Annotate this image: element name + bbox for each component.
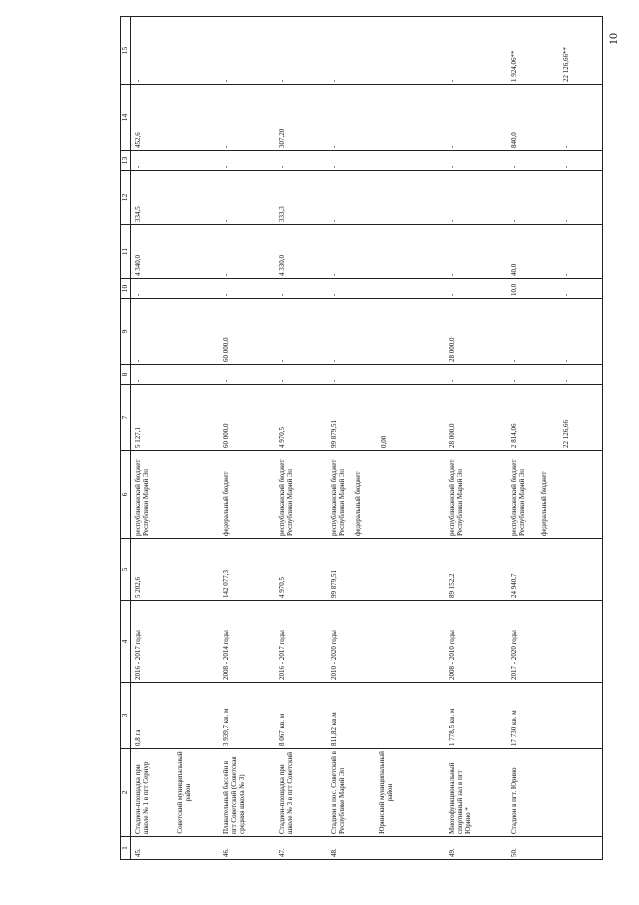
year-cell — [507, 279, 603, 299]
table-row — [275, 17, 327, 860]
cost-cell: 99 879,51 — [327, 539, 445, 601]
funding-source: федеральный бюджет — [221, 471, 230, 536]
year-value: - — [561, 359, 570, 362]
year-cell: - — [219, 85, 275, 151]
column-number: 9 — [121, 299, 131, 365]
year-cell: 4 330,0 — [275, 225, 327, 279]
amount-cell — [327, 385, 445, 451]
year-value: - — [561, 293, 570, 296]
row-number: 47. — [275, 837, 327, 860]
year-cell: - — [327, 225, 445, 279]
year-value: - — [509, 165, 518, 168]
page-number: 10 — [606, 33, 620, 45]
year-cell: - — [275, 17, 327, 85]
column-number: 13 — [121, 151, 131, 171]
object-name: Плавательный бассейн в пгт Советский (Советская средняя школа № 3) — [221, 756, 246, 834]
year-cell: - — [327, 85, 445, 151]
year-value: 840,0 — [509, 132, 518, 148]
year-value: 10,0 — [509, 283, 518, 296]
funding-source: республиканский бюджет Республики Марий Эл — [277, 459, 294, 536]
year-cell — [507, 225, 603, 279]
funding-source: республиканский бюджет Республики Марий Эл — [134, 459, 151, 536]
funding-amount: 60 000,0 — [221, 423, 230, 448]
table-row — [219, 17, 275, 860]
capacity-cell: 17 730 кв. м — [507, 683, 603, 749]
year-cell: - — [445, 151, 507, 171]
year-cell — [507, 365, 603, 385]
funding-source: федеральный бюджет — [539, 471, 548, 536]
year-cell: - — [131, 365, 219, 385]
capacity-cell: 1 778,5 кв. м — [445, 683, 507, 749]
capacity-cell: 0,8 га — [131, 683, 219, 749]
year-value: - — [509, 379, 518, 382]
object-name: Стадион-площадка при школе № 1 в пгт Сернур — [134, 761, 151, 834]
table-row — [507, 17, 603, 860]
rotated-table-container — [120, 20, 625, 860]
year-cell: - — [275, 365, 327, 385]
row-number: 49. — [445, 837, 507, 860]
amount-cell — [219, 385, 275, 451]
column-number-row — [121, 17, 131, 860]
table-row — [327, 17, 445, 860]
row-number: 50. — [507, 837, 603, 860]
column-number: 8 — [121, 365, 131, 385]
program-table — [120, 16, 603, 860]
period-cell: 2017 - 2020 годы — [507, 601, 603, 683]
year-cell: - — [327, 151, 445, 171]
funding-amount: 5 127,1 — [134, 427, 142, 448]
funding-source: федеральный бюджет — [353, 471, 362, 536]
funding-amount: 0,00 — [379, 435, 388, 448]
year-cell — [507, 171, 603, 225]
year-cell: - — [327, 365, 445, 385]
year-cell: - — [219, 17, 275, 85]
period-cell: 2008 - 2010 годы — [445, 601, 507, 683]
year-cell — [507, 17, 603, 85]
year-cell: - — [327, 279, 445, 299]
period-cell: 2016 - 2017 годы — [131, 601, 219, 683]
source-cell — [507, 451, 603, 539]
object-name: Многофункциональный спортивный зал в пгт Юрино * — [447, 762, 472, 834]
year-cell: - — [275, 299, 327, 365]
capacity-cell: 811,82 кв.м — [327, 683, 445, 749]
cost-cell: 89 152,2 — [445, 539, 507, 601]
year-value: - — [509, 219, 518, 222]
year-value: 1 924,06** — [509, 50, 518, 82]
amount-cell — [507, 385, 603, 451]
column-number: 3 — [121, 683, 131, 749]
table-row — [445, 17, 507, 860]
funding-amount: 4 970,5 — [277, 427, 286, 448]
amount-cell — [131, 385, 219, 451]
column-number: 1 — [121, 837, 131, 860]
funding-amount: 28 000,0 — [447, 423, 456, 448]
source-cell — [275, 451, 327, 539]
source-cell — [131, 451, 219, 539]
district-heading: Советский муниципальный район — [176, 751, 193, 834]
funding-amount: 2 814,06 — [509, 423, 518, 448]
object-name-cell — [445, 749, 507, 837]
object-name: Стадион в пгт. Юрино — [509, 767, 518, 834]
year-cell: - — [219, 151, 275, 171]
object-name: Стадион в пос. Советский в Республике Марий Эл — [329, 751, 346, 834]
column-number: 15 — [121, 17, 131, 85]
column-number: 6 — [121, 451, 131, 539]
year-cell: 307,20 — [275, 85, 327, 151]
year-cell: - — [219, 225, 275, 279]
year-cell: 333,3 — [275, 171, 327, 225]
district-heading: Юринский муниципальный район — [377, 751, 394, 834]
column-number: 7 — [121, 385, 131, 451]
source-cell — [327, 451, 445, 539]
year-cell: 60 000,0 — [219, 299, 275, 365]
year-cell: - — [445, 17, 507, 85]
object-name-cell — [327, 749, 445, 837]
year-cell: - — [219, 365, 275, 385]
period-cell: 2008 - 2014 годы — [219, 601, 275, 683]
year-cell: - — [327, 171, 445, 225]
funding-source: республиканский бюджет Республики Марий Эл — [329, 459, 346, 536]
object-name-cell — [219, 749, 275, 837]
year-cell: - — [131, 299, 219, 365]
funding-source: республиканский бюджет Республики Марий Эл — [509, 459, 526, 536]
capacity-cell: 3 939,7 кв. м — [219, 683, 275, 749]
funding-amount: 99 879,51 — [329, 420, 338, 448]
source-cell — [219, 451, 275, 539]
year-cell: 28 000,0 — [445, 299, 507, 365]
period-cell: 2010 - 2020 годы — [327, 601, 445, 683]
object-name-cell — [507, 749, 603, 837]
year-cell: - — [131, 17, 219, 85]
year-cell: - — [275, 279, 327, 299]
cost-cell: 142 077,3 — [219, 539, 275, 601]
cost-cell: 24 940,7 — [507, 539, 603, 601]
year-cell: - — [327, 299, 445, 365]
year-value: - — [561, 165, 570, 168]
year-cell: - — [327, 17, 445, 85]
capacity-cell: 8 067 кв. м — [275, 683, 327, 749]
amount-cell — [445, 385, 507, 451]
object-name-cell — [275, 749, 327, 837]
column-number: 2 — [121, 749, 131, 837]
year-cell: 452,6 — [131, 85, 219, 151]
year-cell: - — [445, 171, 507, 225]
year-cell — [507, 151, 603, 171]
funding-source: республиканский бюджет Республики Марий Эл — [447, 459, 464, 536]
year-value: 22 126,66** — [561, 47, 570, 82]
object-name: Стадион-площадка при школе № 3 в пгт Советский — [277, 751, 294, 834]
year-cell — [507, 299, 603, 365]
year-cell: - — [445, 225, 507, 279]
year-cell: - — [219, 279, 275, 299]
year-cell — [507, 85, 603, 151]
column-number: 5 — [121, 539, 131, 601]
year-cell: - — [131, 279, 219, 299]
object-name-cell — [131, 749, 219, 837]
year-value: - — [561, 145, 570, 148]
column-number: 11 — [121, 225, 131, 279]
year-value: - — [561, 379, 570, 382]
column-number: 12 — [121, 171, 131, 225]
funding-amount: 22 126,66 — [561, 420, 570, 448]
table-row — [131, 17, 219, 860]
year-cell: 4 340,0 — [131, 225, 219, 279]
year-cell: - — [275, 151, 327, 171]
year-value: - — [561, 273, 570, 276]
year-cell: - — [219, 171, 275, 225]
year-cell: - — [445, 365, 507, 385]
row-number: 46. — [219, 837, 275, 860]
year-cell: - — [131, 151, 219, 171]
row-number: 45. — [131, 837, 219, 860]
cost-cell: 4 970,5 — [275, 539, 327, 601]
year-cell: 334,5 — [131, 171, 219, 225]
cost-cell: 5 202,6 — [131, 539, 219, 601]
year-value: - — [561, 219, 570, 222]
column-number: 4 — [121, 601, 131, 683]
period-cell: 2016 - 2017 годы — [275, 601, 327, 683]
year-cell: - — [445, 85, 507, 151]
year-value: 40,0 — [509, 263, 518, 276]
year-value: - — [509, 359, 518, 362]
row-number: 48. — [327, 837, 445, 860]
amount-cell — [275, 385, 327, 451]
source-cell — [445, 451, 507, 539]
column-number: 14 — [121, 85, 131, 151]
column-number: 10 — [121, 279, 131, 299]
year-cell: - — [445, 279, 507, 299]
